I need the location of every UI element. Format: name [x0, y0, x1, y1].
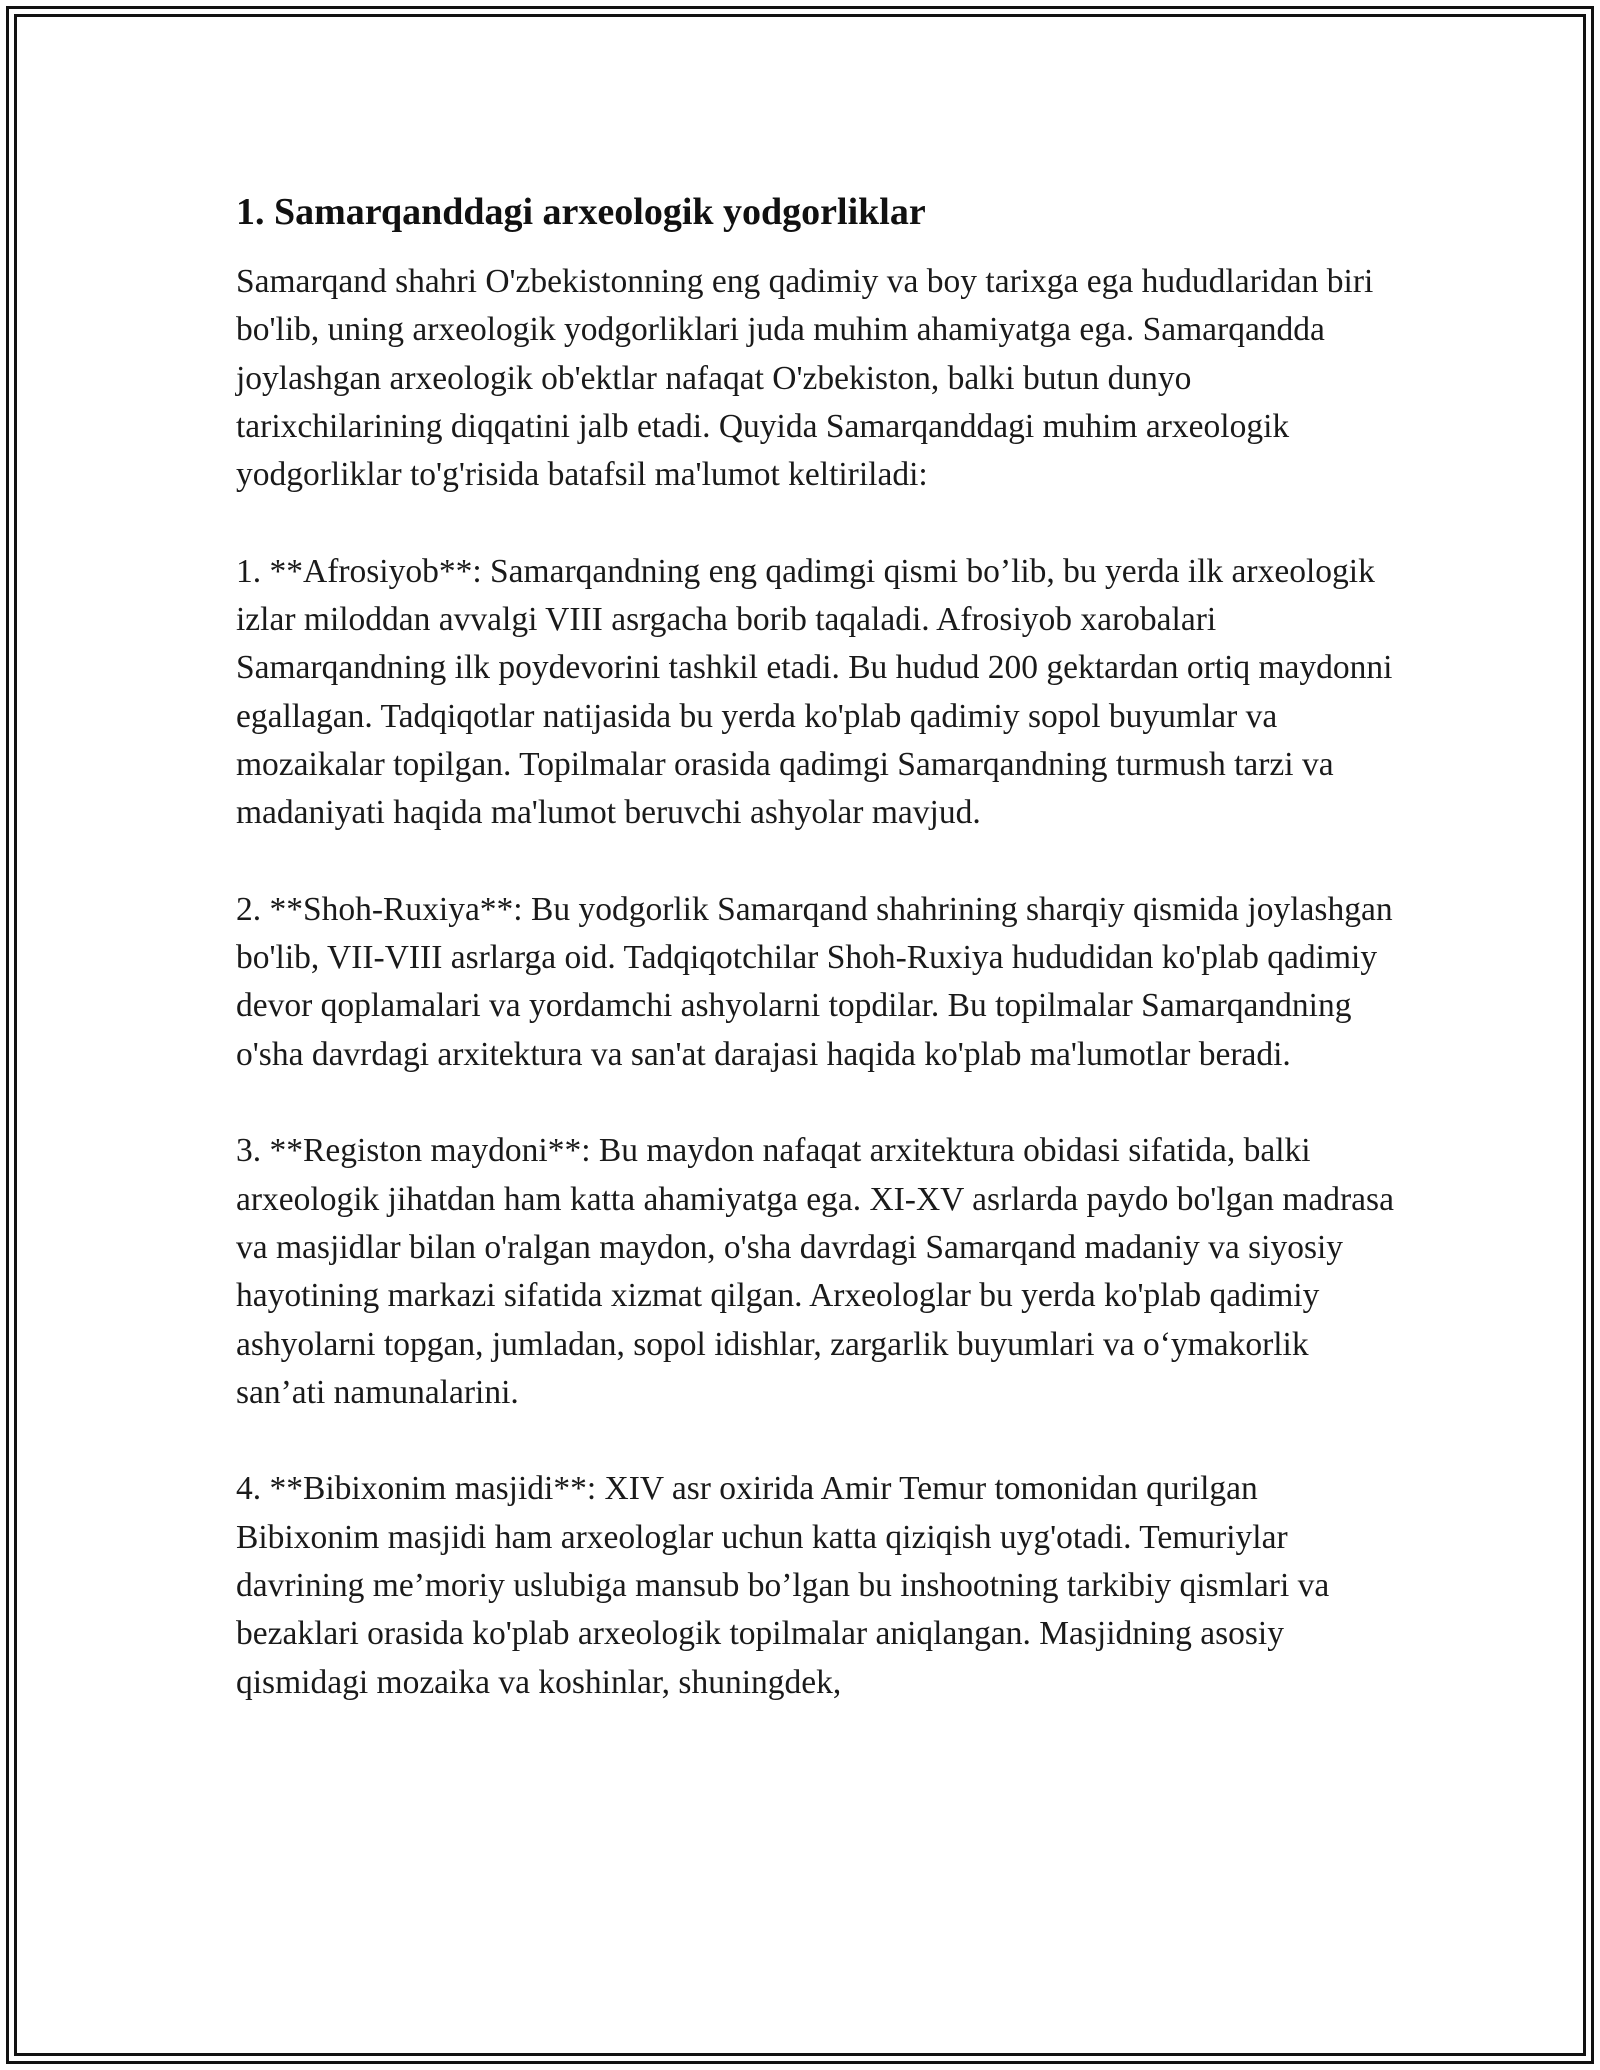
section-heading: 1. Samarqanddagi arxeologik yodgorliklar	[236, 191, 926, 233]
paragraph-registon: 3. **Registon maydoni**: Bu maydon nafaqat arxitektura obidasi sifatida, balki arxeologik jihatdan ham katta ahamiyatga ega. XI-XV asrlarda paydo bo'lgan madrasa va masjidlar bilan o'ralgan maydon, o'sha davrdagi Samarqand madaniy va siyosiy hayotining markazi sifatida xizmat qilgan. Arxeologlar bu yerda ko'plab qadimiy ashyolarni topgan, jumladan, sopol idishlar, zargarlik buyumlari va o‘ymakorlik san’ati namunalarini.	[236, 1132, 1394, 1411]
paragraph-shoh-ruxiya: 2. **Shoh-Ruxiya**: Bu yodgorlik Samarqand shahrining sharqiy qismida joylashgan bo'lib, VII-VIII asrlarga oid. Tadqiqotchilar Shoh-Ruxiya hududidan ko'plab qadimiy devor qoplamalari va yordamchi ashyolarni topdilar. Bu topilmalar Samarqandning o'sha davrdagi arxitektura va san'at darajasi haqida ko'plab ma'lumotlar beradi.	[236, 890, 1393, 1073]
paragraph-afrosiyob: 1. **Afrosiyob**: Samarqandning eng qadimgi qismi bo’lib, bu yerda ilk arxeologik izlar miloddan avvalgi VIII asrgacha borib taqaladi. Afrosiyob xarobalari Samarqandning ilk poydevorini tashkil etadi. Bu hudud 200 gektardan ortiq maydonni egallagan. Tadqiqotlar natijasida bu yerda ko'plab qadimiy sopol buyumlar va mozaikalar topilgan. Topilmalar orasida qadimgi Samarqandning turmush tarzi va madaniyati haqida ma'lumot beruvchi ashyolar mavjud.	[236, 552, 1393, 832]
paragraph-bibixonim: 4. **Bibixonim masjidi**: XIV asr oxirida Amir Temur tomonidan qurilgan Bibixonim masjidi ham arxeologlar uchun katta qiziqish uyg'otadi. Temuriylar davrining me’moriy uslubiga mansub bo’lgan bu inshootning tarkibiy qismlari va bezaklari orasida ko'plab arxeologik topilmalar aniqlangan. Masjidning asosiy qismidagi mozaika va koshinlar, shuningdek,	[236, 1470, 1330, 1701]
document-body	[236, 186, 1396, 1755]
intro-paragraph: Samarqand shahri O'zbekistonning eng qadimiy va boy tarixga ega hududlaridan biri bo'lib, uning arxeologik yodgorliklari juda muhim ahamiyatga ega. Samarqandda joylashgan arxeologik ob'ektlar nafaqat O'zbekiston, balki butun dunyo tarixchilarining diqqatini jalb etadi. Quyida Samarqanddagi muhim arxeologik yodgorliklar to'g'risida batafsil ma'lumot keltiriladi:	[236, 263, 1374, 494]
